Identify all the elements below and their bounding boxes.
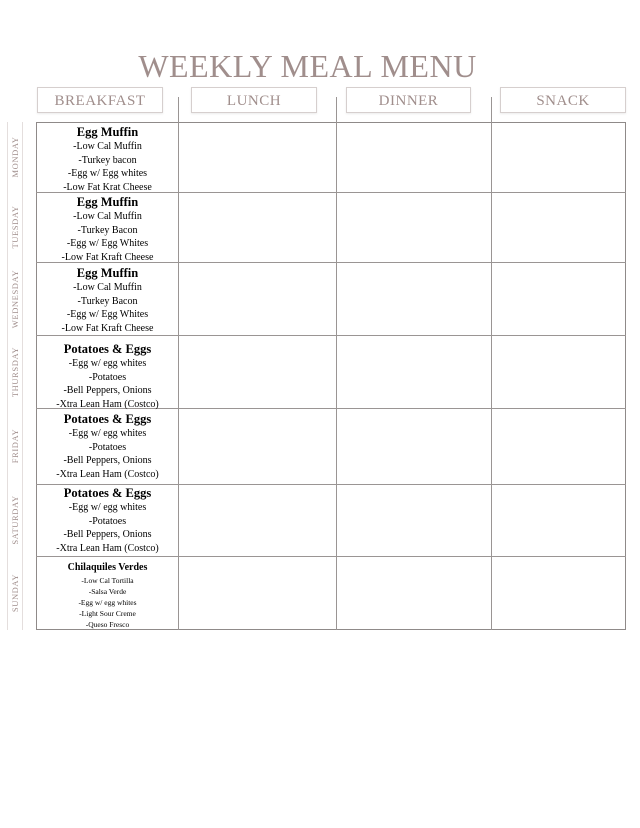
ingredient: -Potatoes — [88, 515, 127, 527]
day-label-text: SATURDAY — [10, 495, 20, 545]
row-divider — [36, 335, 626, 336]
meal-name: Potatoes & Eggs — [63, 342, 152, 356]
day-label-tuesday — [7, 192, 23, 262]
ingredient: -Potatoes — [88, 371, 127, 383]
day-label-text: MONDAY — [10, 136, 20, 178]
page-title: WEEKLY MEAL MENU — [138, 48, 477, 84]
ingredient: -Turkey Bacon — [77, 295, 138, 307]
day-label-text: WEDNESDAY — [10, 269, 20, 328]
meal-name: Egg Muffin — [76, 125, 139, 139]
ingredient: -Egg w/ egg whites — [78, 598, 137, 607]
day-label-wednesday — [7, 262, 23, 335]
breakfast-cell-friday — [37, 411, 178, 481]
column-header-lunch: LUNCH — [191, 87, 317, 113]
day-label-text: SUNDAY — [10, 573, 20, 613]
ingredient: -Potatoes — [88, 441, 127, 453]
ingredient: -Egg w/ egg whites — [68, 358, 147, 369]
ingredient: -Egg w/ egg whites — [68, 428, 147, 439]
ingredient: -Low Cal Tortilla — [81, 576, 134, 585]
ingredient: -Low Fat Kraft Cheese — [61, 251, 154, 263]
row-divider — [36, 556, 626, 557]
meal-name: Potatoes & Eggs — [63, 486, 152, 500]
day-label-text: FRIDAY — [10, 428, 20, 464]
day-label-sunday — [7, 556, 23, 630]
ingredient: -Bell Peppers, Onions — [63, 455, 152, 466]
ingredient: -Queso Fresco — [85, 620, 130, 629]
ingredient: -Egg w/ Egg Whites — [66, 309, 149, 320]
day-label-monday — [7, 122, 23, 192]
column-header-snack: SNACK — [500, 87, 626, 113]
breakfast-cell-wednesday — [37, 265, 178, 335]
ingredient: -Xtra Lean Ham (Costco) — [56, 398, 159, 410]
ingredient: -Egg w/ egg whites — [68, 502, 147, 513]
column-header-breakfast: BREAKFAST — [37, 87, 163, 113]
meal-name: Chilaquiles Verdes — [67, 562, 148, 573]
ingredient: -Bell Peppers, Onions — [63, 385, 152, 396]
day-label-text: THURSDAY — [10, 346, 20, 397]
breakfast-cell-saturday — [37, 485, 178, 555]
ingredient: -Egg w/ Egg whites — [67, 168, 148, 179]
ingredient: -Xtra Lean Ham (Costco) — [56, 468, 159, 480]
ingredient: -Egg w/ Egg Whites — [66, 238, 149, 249]
day-label-friday — [7, 408, 23, 484]
column-header-dinner: DINNER — [346, 87, 471, 113]
day-label-saturday — [7, 484, 23, 556]
ingredient: -Light Sour Creme — [79, 609, 136, 618]
meal-name: Egg Muffin — [76, 266, 139, 280]
breakfast-cell-tuesday — [37, 194, 178, 264]
column-divider — [336, 122, 337, 630]
ingredient: -Low Cal Muffin — [73, 141, 142, 152]
ingredient: -Bell Peppers, Onions — [63, 529, 152, 540]
header-divider — [336, 97, 337, 122]
ingredient: -Xtra Lean Ham (Costco) — [56, 542, 159, 554]
breakfast-cell-sunday — [37, 561, 178, 630]
breakfast-cell-thursday — [37, 341, 178, 411]
ingredient: -Turkey Bacon — [77, 224, 138, 236]
column-divider — [491, 122, 492, 630]
ingredient: -Low Fat Kraft Cheese — [61, 322, 154, 334]
header-divider — [178, 97, 179, 122]
ingredient: -Low Cal Muffin — [73, 282, 142, 293]
ingredient: -Low Cal Muffin — [73, 211, 142, 222]
ingredient: -Salsa Verde — [88, 587, 127, 596]
day-label-text: TUESDAY — [10, 205, 20, 249]
ingredient: -Turkey bacon — [78, 154, 137, 166]
meal-name: Egg Muffin — [76, 195, 139, 209]
header-divider — [491, 97, 492, 122]
breakfast-cell-monday — [37, 124, 178, 194]
meal-name: Potatoes & Eggs — [63, 412, 152, 426]
column-divider — [178, 122, 179, 630]
ingredient: -Low Fat Krat Cheese — [63, 181, 152, 193]
day-label-thursday — [7, 335, 23, 408]
